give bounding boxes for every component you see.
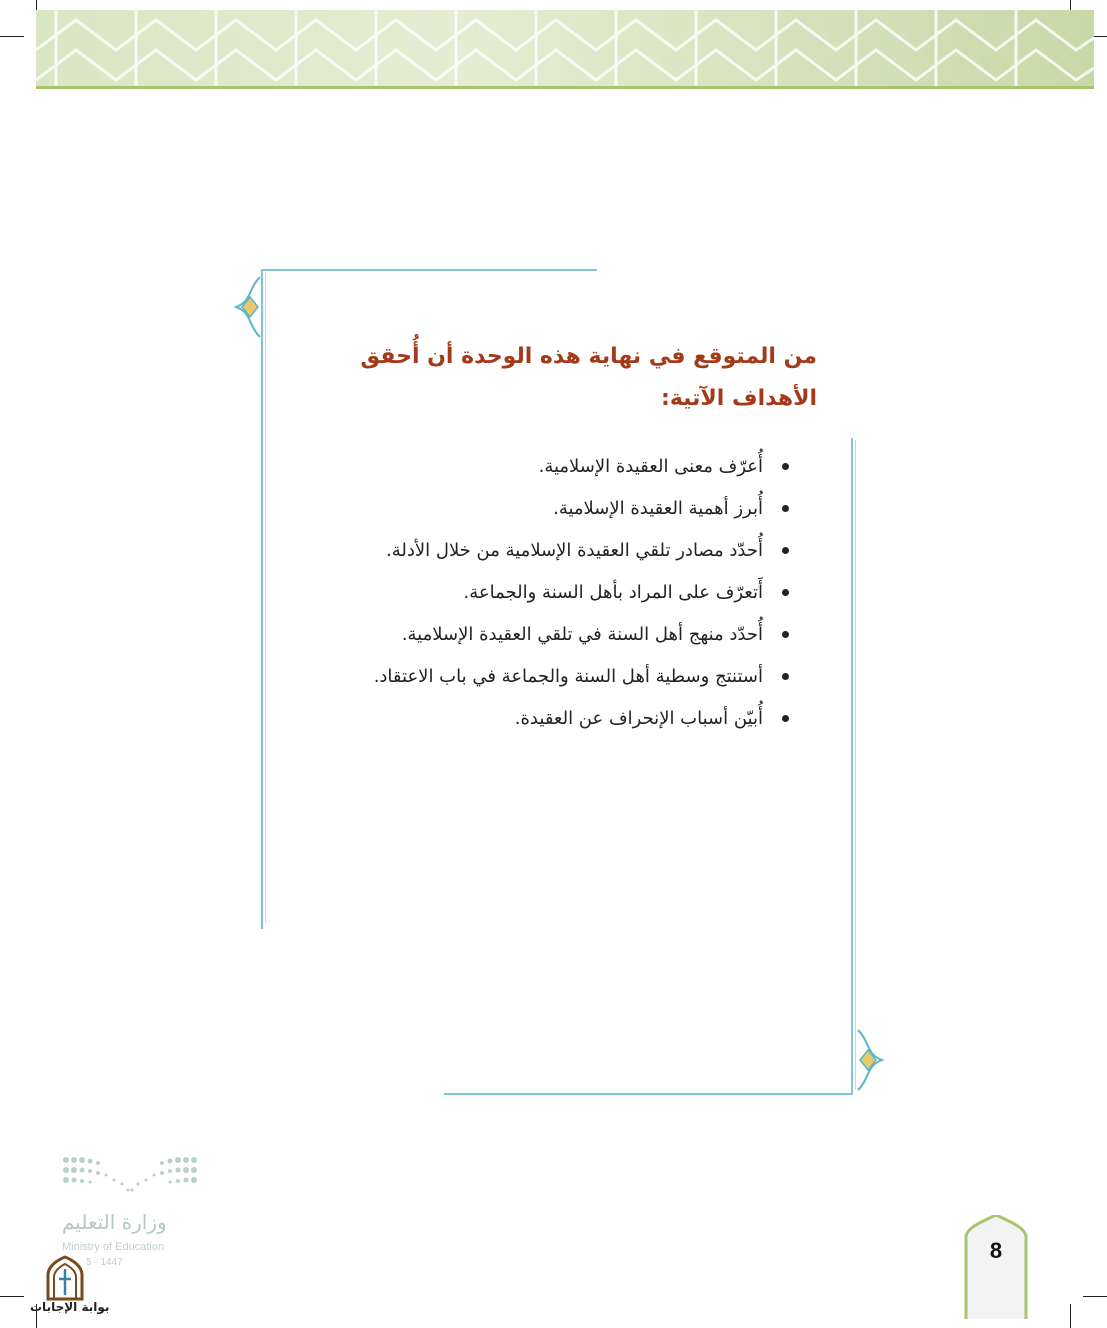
bullet-icon xyxy=(782,547,789,554)
objective-text: أَتعرّف على المراد بأهل السنة والجماعة. xyxy=(463,582,763,603)
list-item xyxy=(309,488,789,530)
frame-bottom-border xyxy=(444,1093,853,1095)
list-item xyxy=(309,614,789,656)
frame-inner-line xyxy=(265,273,266,923)
objective-text: أُبيّن أسباب الإنحراف عن العقيدة. xyxy=(514,708,763,729)
ministry-year: 5 - 1447 xyxy=(86,1257,123,1268)
list-item xyxy=(309,530,789,572)
frame-top-border xyxy=(261,269,597,271)
ornament-icon xyxy=(230,275,270,339)
crop-mark xyxy=(0,1296,24,1297)
ministry-name-english: Ministry of Education xyxy=(62,1241,165,1253)
bullet-icon xyxy=(782,505,789,512)
objective-text: أُعرّف معنى العقيدة الإسلامية. xyxy=(538,456,763,477)
bullet-icon xyxy=(782,463,789,470)
ministry-logo-icon xyxy=(62,1156,198,1202)
objectives-heading: من المتوقع في نهاية هذه الوحدة أن أُحقق الأهداف الآتية: xyxy=(360,344,817,411)
page-tab-icon xyxy=(964,1215,1028,1319)
crop-mark xyxy=(1070,1304,1071,1328)
page-number: 8 xyxy=(989,1238,1003,1263)
objective-text: أُحدّد منهج أهل السنة في تلقي العقيدة الإسلامية. xyxy=(401,624,763,645)
decorative-banner xyxy=(36,10,1094,86)
objective-text: أُبرز أهمية العقيدة الإسلامية. xyxy=(553,498,763,519)
geometric-pattern xyxy=(36,10,1094,86)
portal-logo-icon xyxy=(44,1255,86,1301)
list-item xyxy=(309,656,789,698)
banner-rule xyxy=(36,86,1094,89)
list-item xyxy=(309,446,789,488)
list-item xyxy=(309,572,789,614)
crop-mark xyxy=(0,36,24,37)
ministry-name-arabic: وزارة التعليم xyxy=(62,1210,167,1234)
objective-text: أُحدّد مصادر تلقي العقيدة الإسلامية من خلال الأدلة. xyxy=(386,540,763,561)
ornament-icon xyxy=(848,1028,888,1092)
objectives-list xyxy=(309,446,789,740)
bullet-icon xyxy=(782,715,789,722)
portal-label: بوابة الإجابات xyxy=(30,1300,110,1314)
bullet-icon xyxy=(782,631,789,638)
frame-inner-line xyxy=(855,440,856,1090)
frame-right-border xyxy=(851,438,853,1094)
objective-text: أستنتج وسطية أهل السنة والجماعة في باب الاعتقاد. xyxy=(373,666,763,687)
bullet-icon xyxy=(782,589,789,596)
list-item xyxy=(309,698,789,740)
crop-mark xyxy=(1083,1296,1107,1297)
frame-left-border xyxy=(261,269,263,929)
bullet-icon xyxy=(782,673,789,680)
